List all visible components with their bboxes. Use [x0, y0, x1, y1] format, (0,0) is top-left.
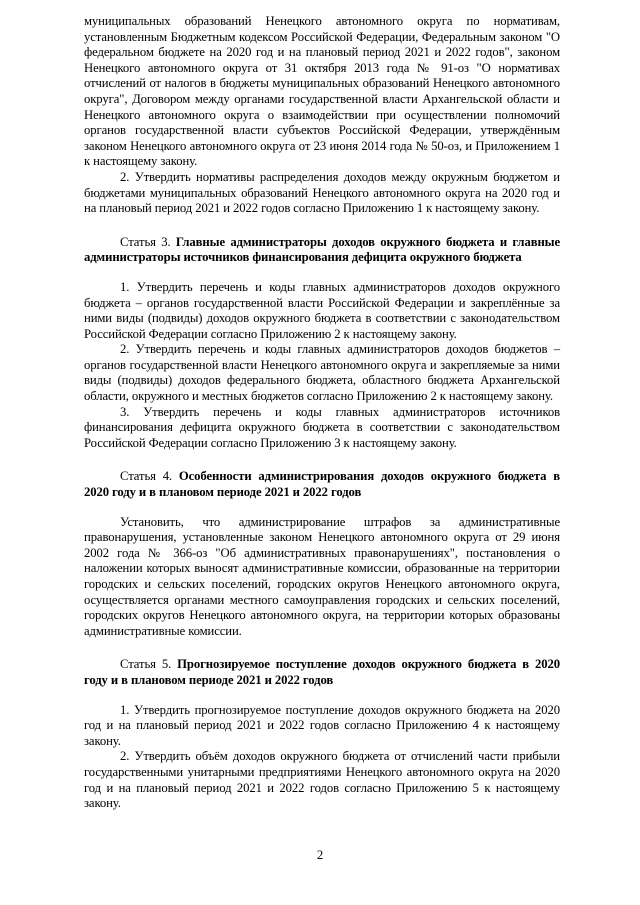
article-3-number: Статья 3. — [120, 234, 171, 249]
article-5-heading — [84, 657, 560, 688]
article-5-title: Прогнозируемое поступление доходов окружного бюджета в 2020 году и в плановом периоде 2021 и 2022 годов — [84, 657, 560, 687]
article-3-heading — [84, 235, 560, 266]
paragraph-continuation: муниципальных образований Ненецкого автономного округа по нормативам, установленным Бюджетным кодексом Российской Федерации, Федеральным законом "О федеральном бюджете на 2020 год и на плановый период 2021 и 2022 годов", законом Ненецкого автономного округа от 31 октября 2013 года № 91-оз "О нормативах отчислений от налогов в бюджеты муниципальных образований Ненецкого автономного округа", Договором между органами государственной власти Архангельской области и Ненецкого автономного округа о взаимодействии при осуществлении полномочий органов государственной власти субъектов Российской Федерации, утверждённым законом Ненецкого автономного округа от 23 июня 2014 года № 50-оз, и Приложением 1 к настоящему закону. — [84, 14, 560, 169]
paragraph-article3-item1: 1. Утвердить перечень и коды главных администраторов доходов окружного бюджета – органов государственной власти Российской Федерации и закреплённые за ними виды (подвиды) доходов окружного бюджета в соответствии с законодательством Российской Федерации согласно Приложению 2 к настоящему закону. — [84, 279, 560, 341]
page-number: 2 — [316, 848, 324, 862]
paragraph-article5-item1: 1. Утвердить прогнозируемое поступление доходов окружного бюджета на 2020 год и на плановый период 2021 и 2022 годов согласно Приложению 4 к настоящему закону. — [84, 702, 560, 748]
document-page — [84, 14, 560, 812]
article-4-heading — [84, 469, 560, 500]
article-3-title: Главные администраторы доходов окружного бюджета и главные администраторы источников финансирования дефицита окружного бюджета — [84, 234, 560, 265]
paragraph-article3-item2: 2. Утвердить перечень и коды главных администраторов доходов бюджетов – органов государственной власти Ненецкого автономного округа и закрепляемые за ними виды (подвиды) доходов федерального бюджета, областного бюджета Архангельской области, окружного и местных бюджетов согласно Приложению 2 к настоящему закону. — [84, 342, 560, 404]
article-4-title: Особенности администрирования доходов окружного бюджета в 2020 году и в плановом периоде 2021 и 2022 годов — [84, 469, 560, 500]
paragraph-article2-item2: 2. Утвердить нормативы распределения доходов между окружным бюджетом и бюджетами муниципальных образований Ненецкого автономного округа на 2020 год и на плановый период 2021 и 2022 годов согласно Приложению 1 к настоящему закону. — [84, 169, 560, 216]
article-4-number: Статья 4. — [120, 469, 173, 484]
paragraph-article4-body: Установить, что администрирование штрафов за административные правонарушения, установленные законом Ненецкого автономного округа от 29 июня 2002 года № 366-оз "Об административных правонарушениях", постановления о наложении которых выносят административные комиссии, образованные на территории городских и сельских поселений, городских округов Ненецкого автономного округа, осуществляется органами местного самоуправления городских и сельских поселений, городских округов Ненецкого автономного округа, на территории которых образованы административные комиссии. — [84, 514, 560, 638]
paragraph-article3-item3: 3. Утвердить перечень и коды главных администраторов источников финансирования дефицита окружного бюджета в соответствии с законодательством Российской Федерации согласно Приложению 3 к настоящему закону. — [84, 404, 560, 450]
paragraph-article5-item2: 2. Утвердить объём доходов окружного бюджета от отчислений части прибыли государственными унитарными предприятиями Ненецкого автономного округа на 2020 год и на плановый период 2021 и 2022 годов согласно Приложению 5 к настоящему закону. — [84, 749, 560, 811]
article-5-number: Статья 5. — [120, 657, 172, 672]
